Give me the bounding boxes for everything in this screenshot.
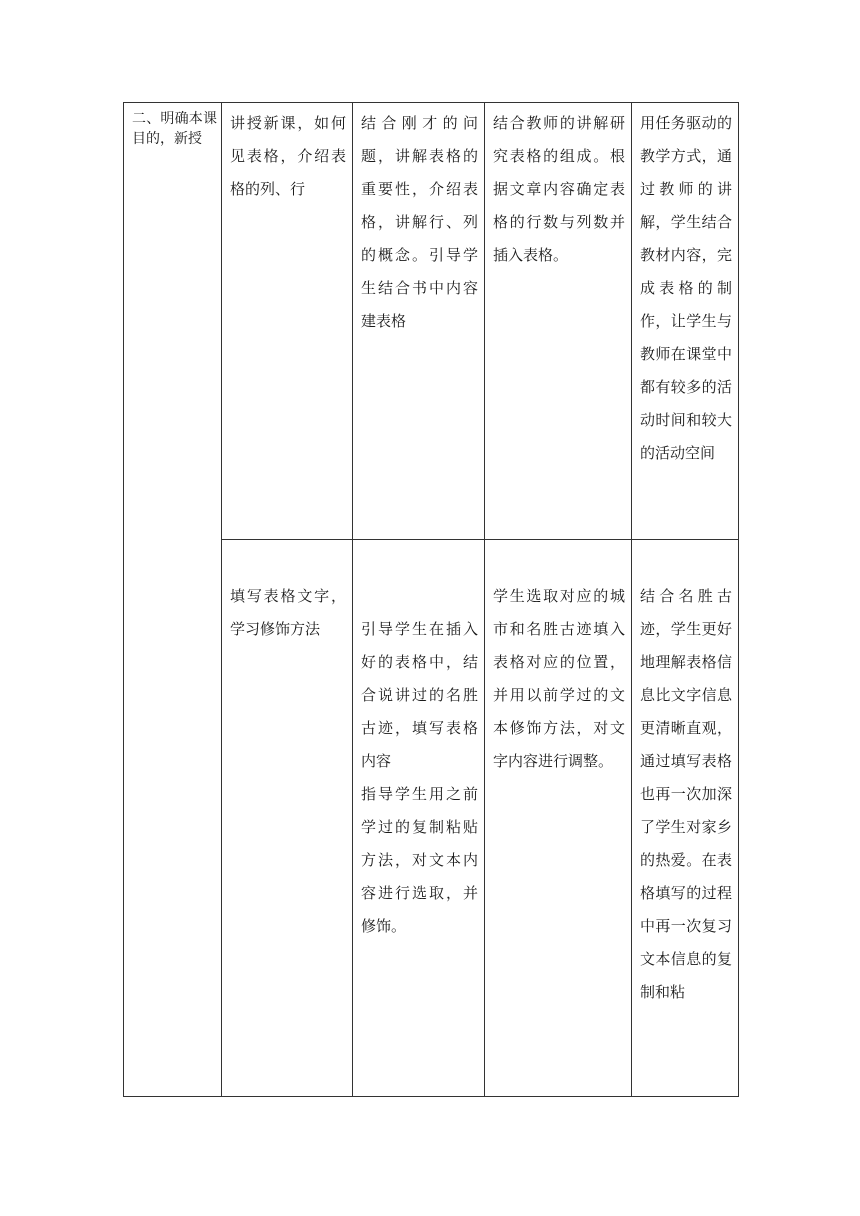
- design-intent-text: 结合名胜古迹，学生更好地理解表格信息比文字信息更清晰直观，通过填写表格也再一次加深了学生对家乡的热爱。在表格填写的过程中再一次复习文本信息的复制和粘: [640, 586, 732, 1001]
- teacher-activity-cell: [353, 103, 485, 540]
- content-text: 讲授新课，如何见表格，介绍表格的列、行: [230, 114, 346, 198]
- student-activity-text: 学生选取对应的城市和名胜古迹填入表格对应的位置，并用以前学过的文本修饰方法，对文字内容进行调整。: [493, 586, 625, 770]
- design-intent-text: 用任务驱动的教学方式，通过教师的讲解，学生结合教材内容，完成表格的制作，让学生与教师在课堂中都有较多的活动时间和较大的活动空间: [640, 114, 732, 462]
- stage-cell: [124, 103, 222, 1097]
- design-intent-cell: [632, 539, 739, 1097]
- student-activity-text: 结合教师的讲解研究表格的组成。根据文章内容确定表格的行数与列数并插入表格。: [493, 114, 625, 264]
- teacher-activity-text-2: 指导学生用之前学过的复制粘贴方法，对文本内容进行选取，并修饰。: [361, 784, 478, 935]
- teacher-activity-text: 引导学生在插入好的表格中，结合说讲过的名胜古迹，填写表格内容: [361, 619, 478, 770]
- content-text: 填写表格文字，学习修饰方法: [230, 586, 346, 638]
- design-intent-cell: [632, 103, 739, 540]
- teacher-activity-cell: [353, 539, 485, 1097]
- student-activity-cell: [485, 103, 632, 540]
- content-cell: [222, 539, 353, 1097]
- stage-label: 二、明确本课目的，新授: [132, 111, 217, 147]
- lesson-plan-table: [123, 102, 739, 1097]
- student-activity-cell: [485, 539, 632, 1097]
- content-cell: [222, 103, 353, 540]
- teacher-activity-text: 结合刚才的问题，讲解表格的重要性，介绍表格，讲解行、列的概念。引导学生结合书中内容建表格: [361, 114, 478, 330]
- table-row: [124, 103, 739, 540]
